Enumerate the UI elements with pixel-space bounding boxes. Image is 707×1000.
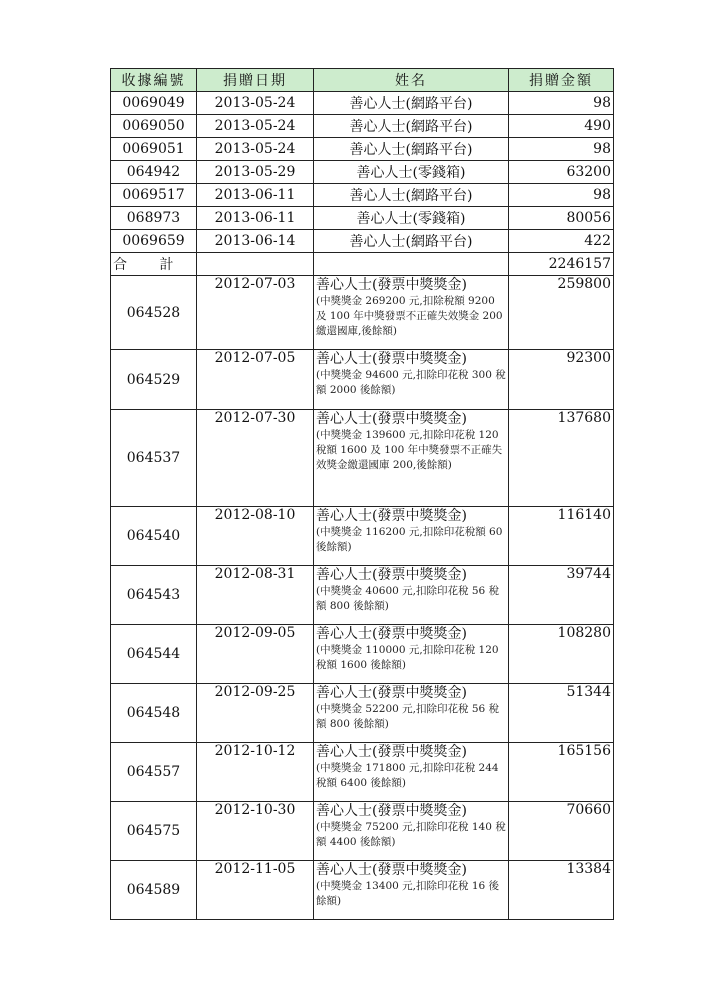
donor-name: 善心人士(網路平台) [314, 92, 509, 115]
donor-name: 善心人士(發票中獎獎金) [316, 685, 467, 701]
donor-note: (中獎獎金 75200 元,扣除印花稅 140 稅額 4400 後餘額) [316, 821, 506, 848]
table-row [111, 802, 614, 861]
donor-name: 善心人士(零錢箱) [314, 207, 509, 230]
table-row [111, 92, 614, 115]
receipt-number: 064528 [111, 276, 197, 350]
donor-cell [314, 410, 509, 507]
donation-amount: 92300 [509, 350, 614, 410]
table-row [111, 138, 614, 161]
donor-note: (中獎獎金 139600 元,扣除印花稅 120 稅額 1600 及 100 年中獎發票不正確失效獎金繳還國庫 200,後餘額) [316, 429, 503, 471]
donor-cell [314, 625, 509, 684]
donor-note: (中獎獎金 13400 元,扣除印花稅 16 後餘額) [316, 880, 500, 907]
donor-note: (中獎獎金 171800 元,扣除印花稅 244 稅額 6400 後餘額) [316, 762, 499, 789]
donation-date: 2013-06-14 [197, 230, 314, 253]
donation-amount: 422 [509, 230, 614, 253]
donation-date: 2013-05-24 [197, 138, 314, 161]
table-row [111, 184, 614, 207]
donation-amount: 39744 [509, 566, 614, 625]
receipt-number: 068973 [111, 207, 197, 230]
donor-cell [314, 507, 509, 566]
donor-note: (中獎獎金 94600 元,扣除印花稅 300 稅額 2000 後餘額) [316, 369, 506, 396]
donor-cell [314, 861, 509, 920]
total-amount: 2246157 [509, 253, 614, 276]
table-row [111, 684, 614, 743]
donation-date: 2012-08-10 [197, 507, 314, 566]
donation-amount: 13384 [509, 861, 614, 920]
receipt-number: 064942 [111, 161, 197, 184]
table-row [111, 207, 614, 230]
table-row [111, 276, 614, 350]
donation-amount: 490 [509, 115, 614, 138]
donor-cell [314, 276, 509, 350]
donor-note: (中獎獎金 116200 元,扣除印花稅額 60 後餘額) [316, 526, 503, 553]
table-body [111, 92, 614, 920]
total-label: 合 計 [111, 253, 197, 276]
donation-amount: 70660 [509, 802, 614, 861]
receipt-number: 064548 [111, 684, 197, 743]
donation-date: 2012-09-25 [197, 684, 314, 743]
donor-name: 善心人士(發票中獎獎金) [316, 277, 467, 293]
donor-name: 善心人士(網路平台) [314, 138, 509, 161]
donation-date: 2012-10-30 [197, 802, 314, 861]
donation-date: 2012-07-05 [197, 350, 314, 410]
table-row [111, 507, 614, 566]
table-row [111, 566, 614, 625]
donation-date: 2012-09-05 [197, 625, 314, 684]
receipt-number: 064543 [111, 566, 197, 625]
donor-name: 善心人士(網路平台) [314, 230, 509, 253]
donor-name: 善心人士(發票中獎獎金) [316, 626, 467, 642]
donor-name: 善心人士(網路平台) [314, 115, 509, 138]
donation-table [110, 68, 614, 920]
donation-amount: 63200 [509, 161, 614, 184]
total-row [111, 253, 614, 276]
receipt-number: 064557 [111, 743, 197, 802]
donation-date: 2013-06-11 [197, 207, 314, 230]
header-donation-date: 捐贈日期 [197, 69, 314, 92]
table-row [111, 410, 614, 507]
donation-date: 2012-10-12 [197, 743, 314, 802]
receipt-number: 064540 [111, 507, 197, 566]
receipt-number: 064537 [111, 410, 197, 507]
total-empty-cell [197, 253, 314, 276]
donor-name: 善心人士(網路平台) [314, 184, 509, 207]
donor-name: 善心人士(發票中獎獎金) [316, 862, 467, 878]
donation-amount: 108280 [509, 625, 614, 684]
table-header-row [111, 69, 614, 92]
donation-amount: 137680 [509, 410, 614, 507]
table-row [111, 350, 614, 410]
donor-note: (中獎獎金 40600 元,扣除印花稅 56 稅額 800 後餘額) [316, 585, 500, 612]
donation-date: 2012-11-05 [197, 861, 314, 920]
table-row [111, 161, 614, 184]
donation-amount: 259800 [509, 276, 614, 350]
donation-date: 2013-05-24 [197, 92, 314, 115]
donor-note: (中獎獎金 110000 元,扣除印花稅 120 稅額 1600 後餘額) [316, 644, 499, 671]
donor-cell [314, 350, 509, 410]
table-row [111, 115, 614, 138]
header-donor-name: 姓名 [314, 69, 509, 92]
donation-date: 2013-05-29 [197, 161, 314, 184]
donation-amount: 165156 [509, 743, 614, 802]
receipt-number: 0069517 [111, 184, 197, 207]
receipt-number: 0069051 [111, 138, 197, 161]
receipt-number: 064544 [111, 625, 197, 684]
receipt-number: 0069050 [111, 115, 197, 138]
donation-amount: 98 [509, 184, 614, 207]
header-receipt-number: 收據編號 [111, 69, 197, 92]
receipt-number: 0069659 [111, 230, 197, 253]
donation-date: 2012-07-03 [197, 276, 314, 350]
table-row [111, 625, 614, 684]
donation-amount: 98 [509, 92, 614, 115]
receipt-number: 064529 [111, 350, 197, 410]
table-row [111, 743, 614, 802]
donation-amount: 51344 [509, 684, 614, 743]
donor-cell [314, 802, 509, 861]
donor-note: (中獎獎金 52200 元,扣除印花稅 56 稅額 800 後餘額) [316, 703, 500, 730]
donor-name: 善心人士(發票中獎獎金) [316, 567, 467, 583]
donor-cell [314, 684, 509, 743]
header-donation-amount: 捐贈金額 [509, 69, 614, 92]
donation-date: 2012-08-31 [197, 566, 314, 625]
donor-note: (中獎獎金 269200 元,扣除稅額 9200 及 100 年中獎發票不正確失效獎金 200 繳還國庫,後餘額) [316, 295, 503, 337]
table-row [111, 861, 614, 920]
donation-date: 2012-07-30 [197, 410, 314, 507]
table-row [111, 230, 614, 253]
donor-name: 善心人士(零錢箱) [314, 161, 509, 184]
donation-date: 2013-06-11 [197, 184, 314, 207]
total-empty-cell [314, 253, 509, 276]
donor-name: 善心人士(發票中獎獎金) [316, 744, 467, 760]
donor-name: 善心人士(發票中獎獎金) [316, 351, 467, 367]
donation-amount: 80056 [509, 207, 614, 230]
donation-amount: 116140 [509, 507, 614, 566]
donor-name: 善心人士(發票中獎獎金) [316, 803, 467, 819]
donor-name: 善心人士(發票中獎獎金) [316, 411, 467, 427]
donation-amount: 98 [509, 138, 614, 161]
donor-cell [314, 566, 509, 625]
donation-date: 2013-05-24 [197, 115, 314, 138]
donor-cell [314, 743, 509, 802]
receipt-number: 064589 [111, 861, 197, 920]
donor-name: 善心人士(發票中獎獎金) [316, 508, 467, 524]
receipt-number: 064575 [111, 802, 197, 861]
receipt-number: 0069049 [111, 92, 197, 115]
